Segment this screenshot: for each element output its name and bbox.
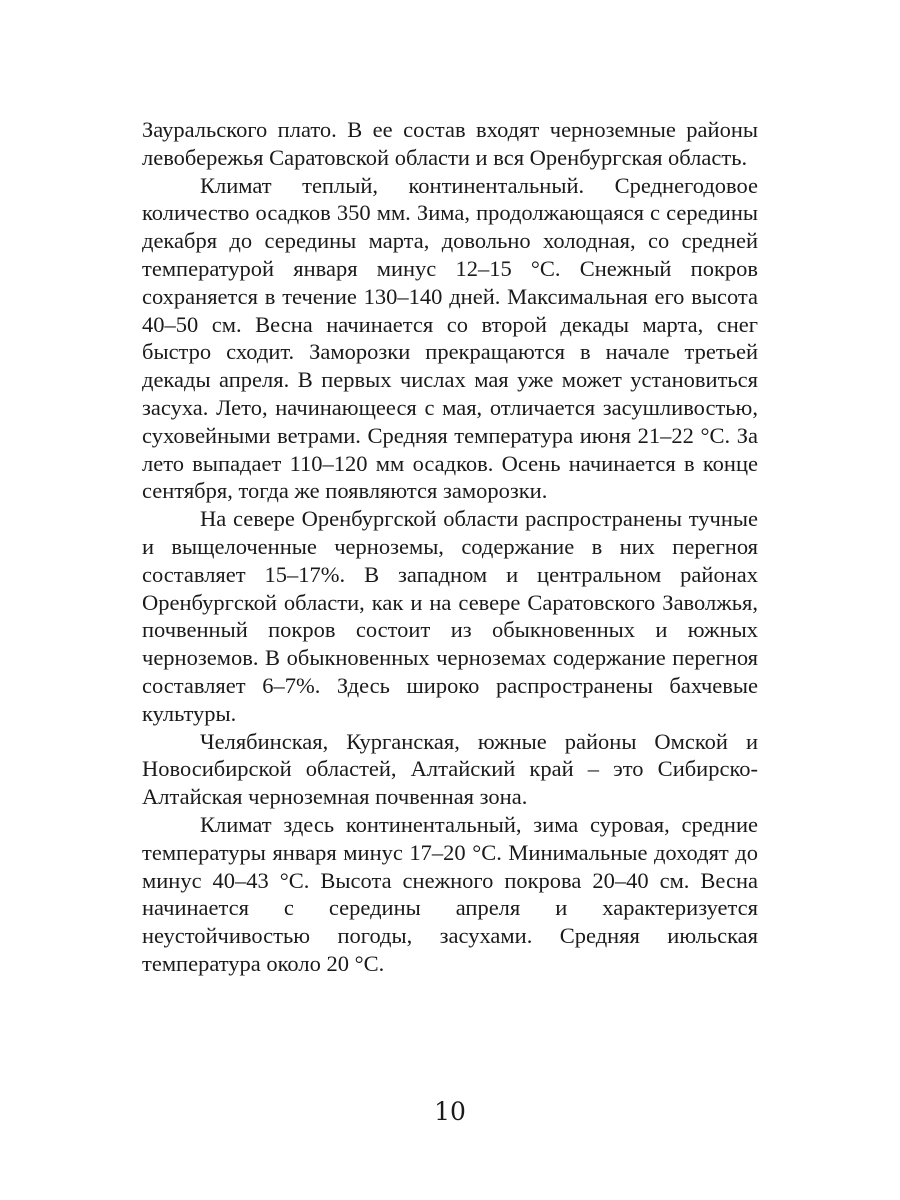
page-body-text xyxy=(142,116,758,978)
paragraph-climate-siberia: Климат здесь континентальный, зима суровая, средние температуры января минус 17–20 °С. Минимальные доходят до минус 40–43 °С. Высота снежного покрова 20–40 см. Весна начинается с середины апреля и характеризуется неустойчивостью погоды, засухами. Средняя июльская температура около 20 °С. xyxy=(142,811,758,976)
paragraph-siberian-altai-zone: Челябинская, Курганская, южные районы Омской и Новосибирской областей, Алтайский край – это Сибирско-Алтайская черноземная почвенная зона. xyxy=(142,728,758,810)
paragraph-soils-orenburg: На севере Оренбургской области распространены тучные и выщелоченные черноземы, содержание в них перегноя составляет 15–17%. В западном и центральном районах Оренбургской области, как и на севере Саратовского Заволжья, почвенный покров состоит из обыкновенных и южных черноземов. В обыкновенных черноземах содержание перегноя составляет 6–7%. Здесь широко распространены бахчевые культуры. xyxy=(142,506,758,726)
page-number: 10 xyxy=(434,1097,466,1126)
paragraph-continuation: Зауральского плато. В ее состав входят черноземные районы левобережья Саратовской области и вся Оренбургская область. xyxy=(142,117,758,170)
paragraph-climate-orenburg: Климат теплый, континентальный. Среднегодовое количество осадков 350 мм. Зима, продолжающаяся с середины декабря до середины марта, довольно холодная, со средней температурой января минус 12–15 °С. Снежный покров сохраняется в течение 130–140 дней. Максимальная его высота 40–50 см. Весна начинается со второй декады марта, снег быстро сходит. Заморозки прекращаются в начале третьей декады апреля. В первых числах мая уже может установиться засуха. Лето, начинающееся с мая, отличается засушливостью, суховейными ветрами. Средняя температура июня 21–22 °С. За лето выпадает 110–120 мм осадков. Осень начинается в конце сентября, тогда же появляются заморозки. xyxy=(142,172,758,504)
